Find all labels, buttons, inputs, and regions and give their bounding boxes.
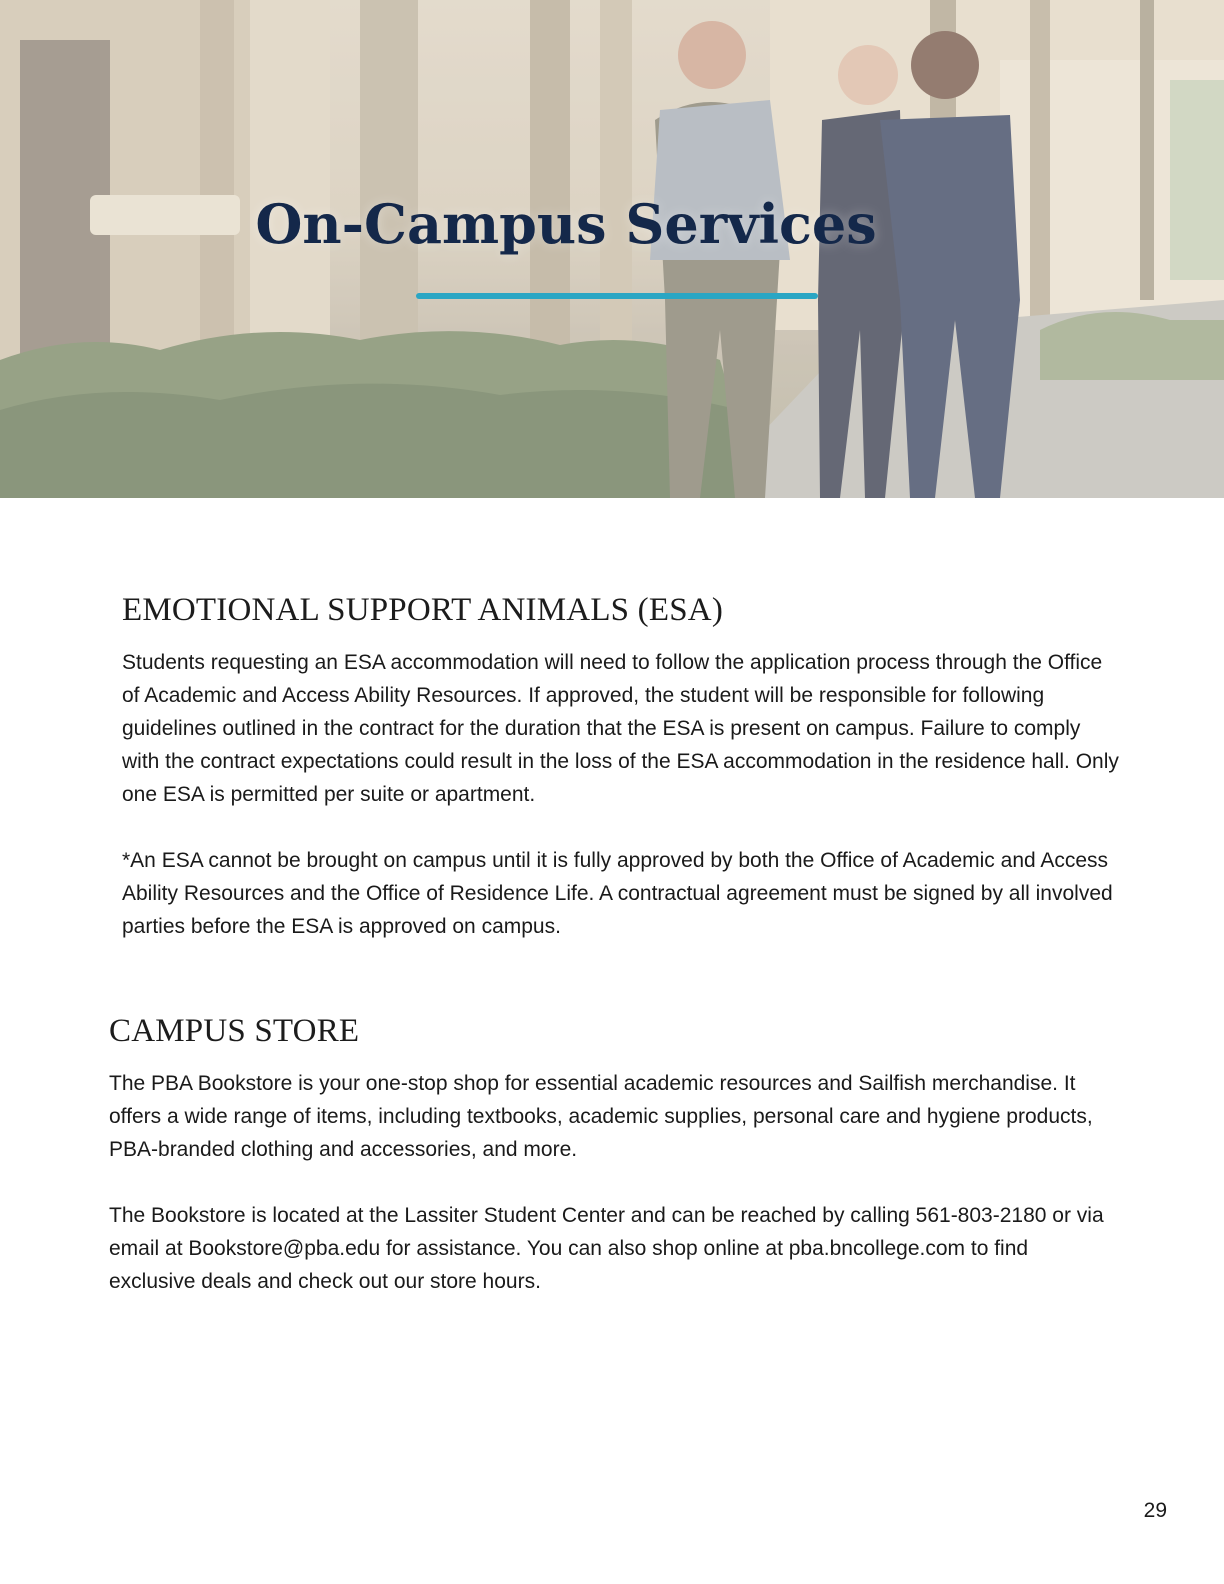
- campus-store-heading: CAMPUS STORE: [109, 1013, 360, 1049]
- campus-store-section: [109, 1013, 1109, 1298]
- esa-note-paragraph: *An ESA cannot be brought on campus until it is fully approved by both the Office of Academic and Access Ability Resources and the Office of Residence Life. A contractual agreement must be signed by all involved parties before the ESA is approved on campus.: [122, 848, 1113, 938]
- esa-paragraph: Students requesting an ESA accommodation will need to follow the application process through the Office of Academic and Access Ability Resources. If approved, the student will be responsible for following guidelines outlined in the contract for the duration that the ESA is present on campus. Failure to comply with the contract expectations could result in the loss of the ESA accommodation in the residence hall. Only one ESA is permitted per suite or apartment.: [122, 650, 1119, 806]
- campus-store-contact-paragraph: The Bookstore is located at the Lassiter Student Center and can be reached by calling 561-803-2180 or via email at Bookstore@pba.edu for assistance. You can also shop online at pba.bncollege.com to find exclusive deals and check out our store hours.: [109, 1203, 1104, 1293]
- title-underline: [416, 293, 818, 299]
- esa-section: [122, 592, 1122, 943]
- page-title: On-Campus Services: [255, 192, 877, 256]
- page-number: 29: [1143, 1499, 1167, 1522]
- esa-heading: EMOTIONAL SUPPORT ANIMALS (ESA): [122, 592, 724, 628]
- hero-banner: [0, 0, 1224, 498]
- campus-store-paragraph: The PBA Bookstore is your one-stop shop for essential academic resources and Sailfish merchandise. It offers a wide range of items, including textbooks, academic supplies, personal care and hygiene products, PBA-branded clothing and accessories, and more.: [109, 1071, 1093, 1161]
